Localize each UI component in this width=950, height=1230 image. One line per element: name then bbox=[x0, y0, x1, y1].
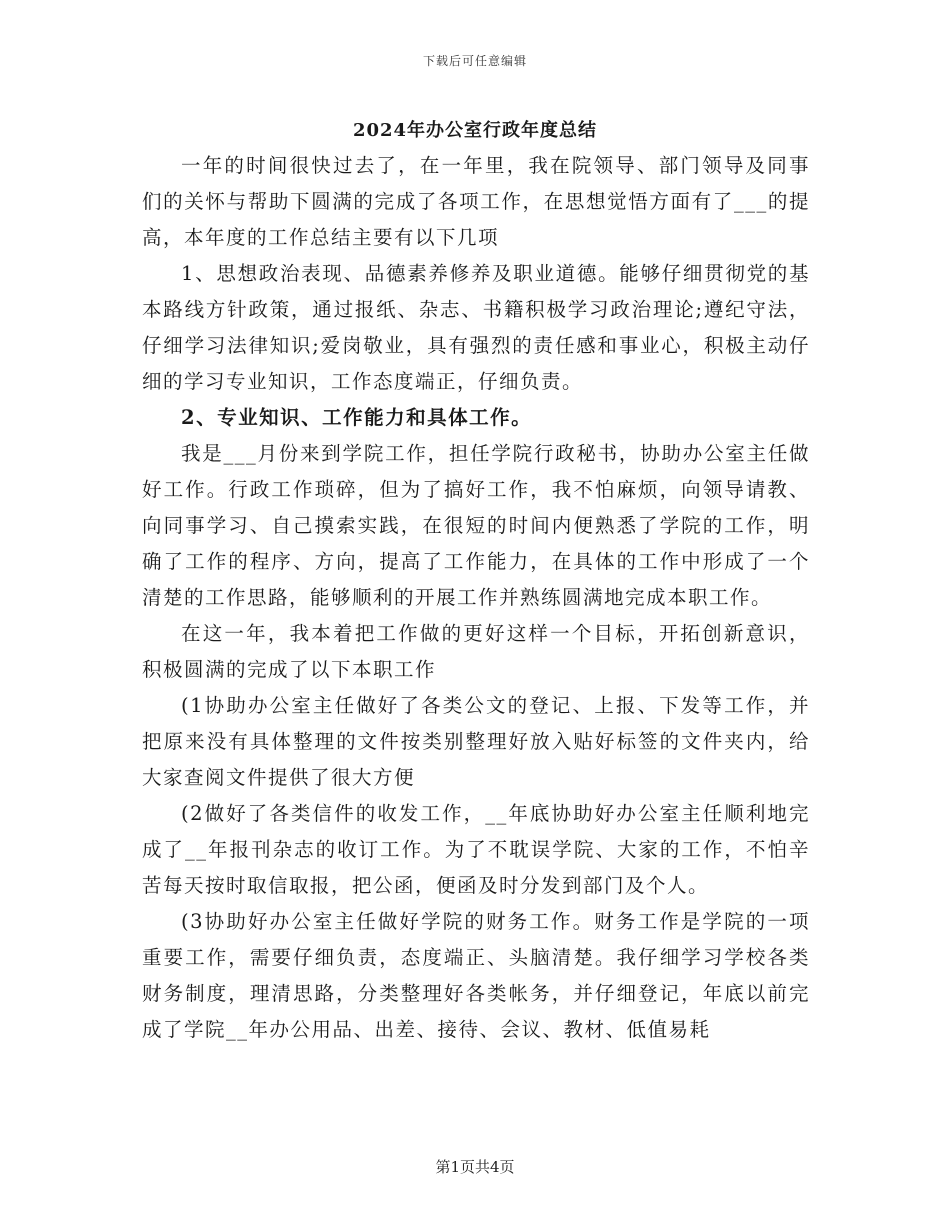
document-body bbox=[142, 148, 810, 1048]
paragraph-goals: 在这一年，我本着把工作做的更好这样一个目标，开拓创新意识，积极圆满的完成了以下本职工作 bbox=[142, 622, 810, 681]
page-footer: 第1页共4页 bbox=[435, 1158, 515, 1176]
header-note: 下载后可任意编辑 bbox=[422, 54, 527, 68]
paragraph-item-2: (2做好了各类信件的收发工作，__年底协助好办公室主任顺利地完成了__年报刊杂志的收订工作。为了不耽误学院、大家的工作，不怕辛苦每天按时取信取报，把公函，便函及时分发到部门及个人。 bbox=[142, 802, 810, 897]
paragraph-item-1: (1协助办公室主任做好了各类公文的登记、上报、下发等工作，并把原来没有具体整理的文件按类别整理好放入贴好标签的文件夹内，给大家查阅文件提供了很大方便 bbox=[142, 694, 810, 789]
paragraph-work-start: 我是___月份来到学院工作，担任学院行政秘书，协助办公室主任做好工作。行政工作琐碎，但为了搞好工作，我不怕麻烦，向领导请教、向同事学习、自己摸索实践，在很短的时间内便熟悉了学院的工作，明确了工作的程序、方向，提高了工作能力，在具体的工作中形成了一个清楚的工作思路，能够顺利的开展工作并熟练圆满地完成本职工作。 bbox=[142, 442, 810, 609]
section-heading-2: 2、专业知识、工作能力和具体工作。 bbox=[181, 406, 533, 429]
paragraph-section-1: 1、思想政治表现、品德素养修养及职业道德。能够仔细贯彻党的基本路线方针政策，通过报纸、杂志、书籍积极学习政治理论;遵纪守法，仔细学习法律知识;爱岗敬业，具有强烈的责任感和事业心，积极主动仔细的学习专业知识，工作态度端正，仔细负责。 bbox=[142, 262, 810, 393]
paragraph-intro: 一年的时间很快过去了，在一年里，我在院领导、部门领导及同事们的关怀与帮助下圆满的完成了各项工作，在思想觉悟方面有了___的提高，本年度的工作总结主要有以下几项 bbox=[142, 154, 810, 249]
document-title: 2024年办公室行政年度总结 bbox=[352, 120, 598, 141]
paragraph-item-3: (3协助好办公室主任做好学院的财务工作。财务工作是学院的一项重要工作，需要仔细负责，态度端正、头脑清楚。我仔细学习学校各类财务制度，理清思路，分类整理好各类帐务，并仔细登记，年底以前完成了学院__年办公用品、出差、接待、会议、教材、低值易耗 bbox=[142, 910, 810, 1041]
